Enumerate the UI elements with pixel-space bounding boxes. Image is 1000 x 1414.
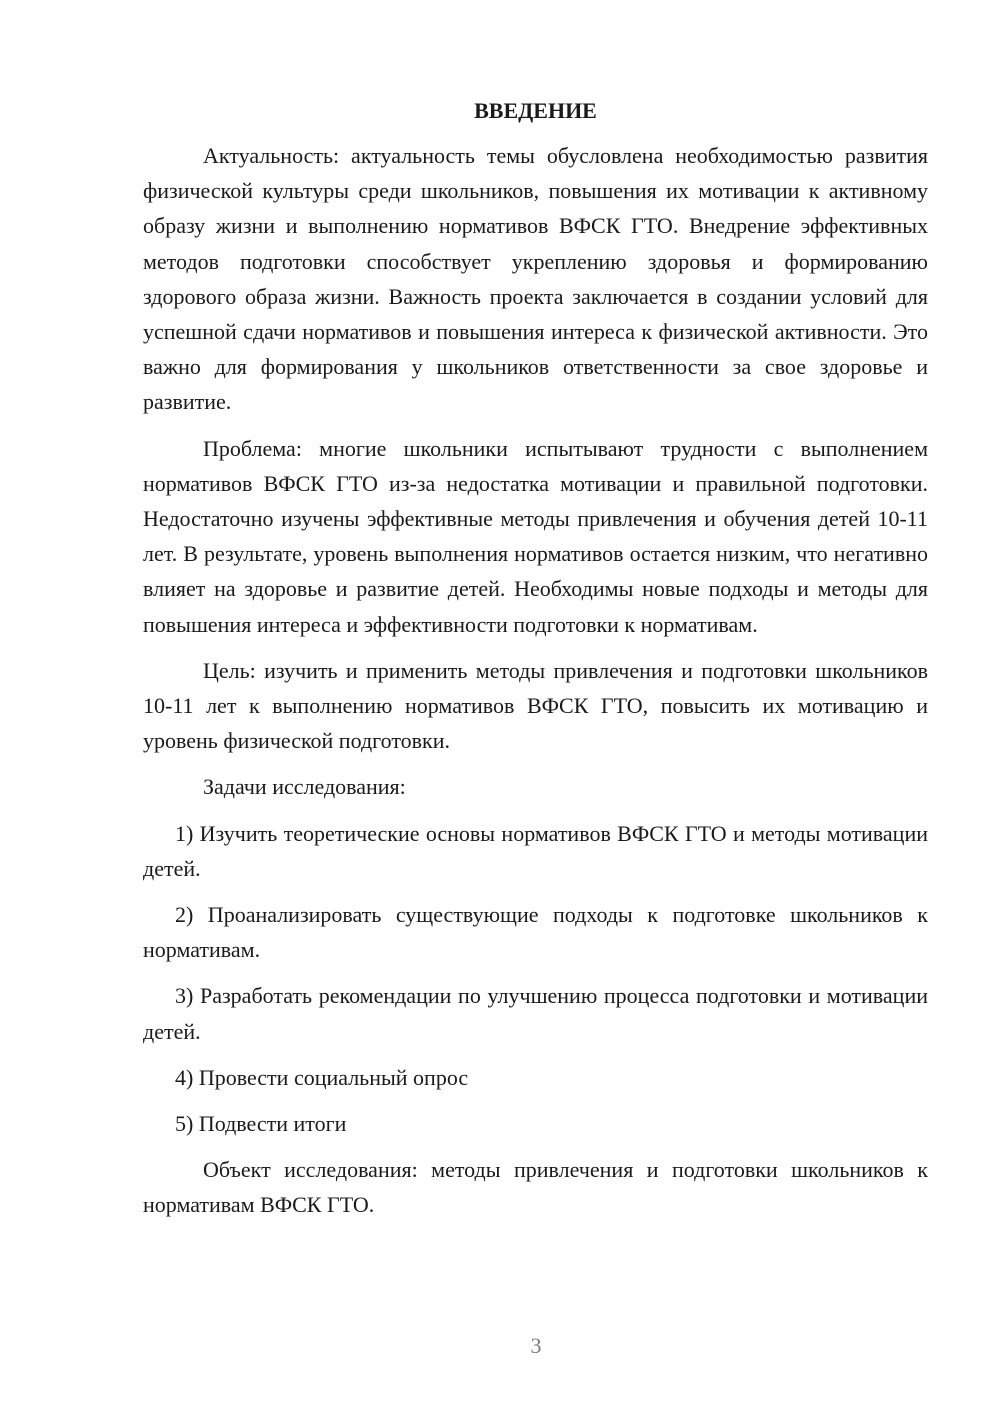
paragraph-problem: Проблема: многие школьники испытывают трудности с выполнением нормативов ВФСК ГТО из-за недостатка мотивации и правильной подготовки. Недостаточно изучены эффективные методы привлечения и обучения детей 10-11 лет. В результате, уровень выполнения нормативов остается низким, что негативно влияет на здоровье и развитие детей. Необходимы новые подходы и методы для повышения интереса и эффективности подготовки к нормативам. [143,435,928,637]
list-item-task-5: 5) Подвести итоги [175,1111,347,1137]
paragraph-goal: Цель: изучить и применить методы привлечения и подготовки школьников 10-11 лет к выполнению нормативов ВФСК ГТО, повысить их мотивацию и уровень физической подготовки. [143,657,928,754]
document-page [143,96,928,1223]
paragraph-tasks-heading: Задачи исследования: [203,774,406,800]
page-number: 3 [530,1333,542,1358]
list-item-task-1: 1) Изучить теоретические основы нормативов ВФСК ГТО и методы мотивации детей. [143,820,928,881]
page-title: ВВЕДЕНИЕ [474,98,597,123]
list-item-task-2: 2) Проанализировать существующие подходы к подготовке школьников к нормативам. [143,902,928,963]
paragraph-object: Объект исследования: методы привлечения и подготовки школьников к нормативам ВФСК ГТО. [143,1157,928,1218]
paragraph-relevance: Актуальность: актуальность темы обусловлена необходимостью развития физической культуры среди школьников, повышения их мотивации к активному образу жизни и выполнению нормативов ВФСК ГТО. Внедрение эффективных методов подготовки способствует укреплению здоровья и формированию здорового образа жизни. Важность проекта заключается в создании условий для успешной сдачи нормативов и повышения интереса к физической активности. Это важно для формирования у школьников ответственности за свое здоровье и развитие. [143,143,928,415]
list-item-task-3: 3) Разработать рекомендации по улучшению процесса подготовки и мотивации детей. [143,983,928,1044]
list-item-task-4: 4) Провести социальный опрос [175,1064,469,1090]
